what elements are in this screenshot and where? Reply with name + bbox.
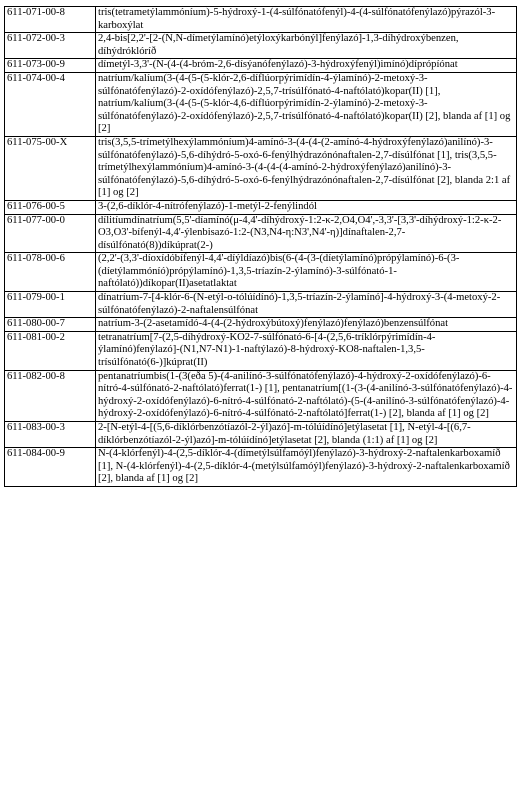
- index-number-cell: 611-072-00-3: [5, 33, 96, 59]
- table-row: [5, 136, 517, 200]
- substance-table: [4, 6, 517, 487]
- table-row: [5, 448, 517, 487]
- table-row: [5, 318, 517, 332]
- index-number-cell: 611-074-00-4: [5, 72, 96, 136]
- index-number-cell: 611-077-00-0: [5, 214, 96, 253]
- chemical-name-cell: 2,4-bis[2,2'-[2-(N,N-dímetýlamínó)etýloxýkarbónýl]fenýlazó]-1,3-díhýdroxýbenzen, díhýdróklóríð: [96, 33, 517, 59]
- table-row: [5, 59, 517, 73]
- table-row: [5, 72, 517, 136]
- table-row: [5, 200, 517, 214]
- table-row: [5, 331, 517, 370]
- index-number-cell: 611-084-00-9: [5, 448, 96, 487]
- index-number-cell: 611-080-00-7: [5, 318, 96, 332]
- chemical-name-cell: 3-(2,6-díklór-4-nítrófenýlazó)-1-metýl-2-fenýlindól: [96, 200, 517, 214]
- index-number-cell: 611-079-00-1: [5, 292, 96, 318]
- chemical-name-cell: natríum-3-(2-asetamídó-4-(4-(2-hýdroxýbútoxý)fenýlazó)fenýlazó)benzensúlfónat: [96, 318, 517, 332]
- document-page: [4, 6, 514, 487]
- substance-table-body: [5, 7, 517, 487]
- chemical-name-cell: tris(tetrametýlammóníum)-5-hýdroxý-1-(4-súlfónatófenýl)-4-(4-súlfónatófenýlazó)pýrazól-3-karboxýlat: [96, 7, 517, 33]
- index-number-cell: 611-083-00-3: [5, 422, 96, 448]
- index-number-cell: 611-078-00-6: [5, 253, 96, 292]
- table-row: [5, 33, 517, 59]
- index-number-cell: 611-076-00-5: [5, 200, 96, 214]
- index-number-cell: 611-073-00-9: [5, 59, 96, 73]
- index-number-cell: 611-081-00-2: [5, 331, 96, 370]
- chemical-name-cell: N-(4-klórfenýl)-4-(2,5-díklór-4-(dímetýlsúlfamóýl)fenýlazó)-3-hýdroxý-2-naftalenkarboxamíð [1], N-(4-klórfenýl)-4-(2,5-díklór-4-(metýlsúlfamóýl)fenýlazó)-3-hýdroxý-2-naftalenkarboxamíð [2], blanda af [1] og [2]: [96, 448, 517, 487]
- table-row: [5, 253, 517, 292]
- chemical-name-cell: dílitíumdínatríum(5,5'-díamínó(μ-4,4'-díhýdroxý-1:2-κ-2,O4,O4',-3,3'-[3,3'-díhýdroxý-1:2-κ-2-O3,O3'-bífenýl-4,4'-ýlenbisazó-1:2-(N3,N4-η:N3',N4'-η)]dínaftalen-2,7-dísúlfónató(8))díkúprat(2-): [96, 214, 517, 253]
- table-row: [5, 292, 517, 318]
- chemical-name-cell: pentanatríumbis(1-(3(eða 5)-(4-anilínó-3-súlfónatófenýlazó)-4-hýdroxý-2-oxídófenýlazó)-6-nítró-4-súlfónató-2-naftólató)ferrat(1-) [1], pentanatríum[(1-(3-(4-anilínó-3-súlfónatófenýlazó)-4-hýdroxý-2-oxídófenýlazó)-6-nítró-4-súlfónató-2-naftólató)-(5-(4-anilínó-3-súlfónatófenýlazó)-4-hýdroxý-2-oxídófenýlazó)-6-nítró-4-súlfónató-2-naftólató]ferrat(1-) [2], blanda af [1] og [2]: [96, 370, 517, 421]
- chemical-name-cell: 2-[N-etýl-4-[(5,6-díklórbenzótíazól-2-ýl)azó]-m-tólúídínó]etýlasetat [1], N-etýl-4-[(6,7-díklórbenzótíazól-2-ýl)azó]-m-tólúídínó]etýlasetat [2], blanda (1:1) af [1] og [2]: [96, 422, 517, 448]
- chemical-name-cell: natríum/kalíum(3-(4-(5-(5-klór-2,6-díflúorpýrimídín-4-ýlamínó)-2-metoxý-3-súlfónatófenýlazó)-2-oxídófenýlazó)-2,5,7-trísúlfónató-4-naftólató)kopar(II) [1], natríum/kalíum(3-(4-(5-(5-klór-4,6-díflúorpýrimídín-2-ýlamínó)-2-metoxý-3-súlfónatófenýlazó)-2-oxídófenýlazó)-2,5,7-trísúlfónató-4-naftólató)kopar(II) [2], blanda af [1] og [2]: [96, 72, 517, 136]
- index-number-cell: 611-071-00-8: [5, 7, 96, 33]
- index-number-cell: 611-075-00-X: [5, 136, 96, 200]
- chemical-name-cell: tetranatríum[7-(2,5-díhýdroxý-KO2-7-súlfónató-6-[4-(2,5,6-tríklórpýrimídín-4-ýlamínó)fenýlazó]-(N1,N7-N1)-1-naftýlazó)-8-hýdroxý-KO8-naftalen-1,3,5-trísúlfónató(6-)]kúprat(II): [96, 331, 517, 370]
- table-row: [5, 370, 517, 421]
- table-row: [5, 7, 517, 33]
- index-number-cell: 611-082-00-8: [5, 370, 96, 421]
- table-row: [5, 422, 517, 448]
- chemical-name-cell: dínatríum-7-[4-klór-6-(N-etýl-o-tólúídínó)-1,3,5-tríazín-2-ýlamínó]-4-hýdroxý-3-(4-metoxý-2-súlfónatófenýlazó)-2-naftalensúlfónat: [96, 292, 517, 318]
- table-row: [5, 214, 517, 253]
- chemical-name-cell: tris(3,5,5-trímetýlhexýlammóníum)4-amínó-3-(4-(4-(2-amínó-4-hýdroxýfenýlazó)anilínó)-3-súlfónatófenýlazó)-5,6-díhýdró-5-oxó-6-fenýlhýdrazónónaftalen-2,7-dísúlfónat [1], tris(3,5,5-trímetýlhexýlammóníum)4-amínó-3-(4-(4-(4-amínó-2-hýdroxýfenýlazó)anilínó)-3-súlfónatófenýlazó)-5,6-díhýdró-5-oxó-6-fenýlhýdrazónónaftalen-2,7-dísúlfónat [2], blanda 2:1 af [1] og [2]: [96, 136, 517, 200]
- chemical-name-cell: dímetýl-3,3'-(N-(4-(4-bróm-2,6-dísýanófenýlazó)-3-hýdroxýfenýl)imínó)díprópíónat: [96, 59, 517, 73]
- chemical-name-cell: (2,2'-(3,3'-díoxídóbífenýl-4,4'-díýldíazó)bis(6-(4-(3-(díetýlamínó)própýlamínó)-6-(3-(díetýlammóníó)própýlamínó)-1,3,5-tríazín-2-ýlamínó)-3-súlfónató-1-naftólató))díkopar(II)asetatlaktat: [96, 253, 517, 292]
